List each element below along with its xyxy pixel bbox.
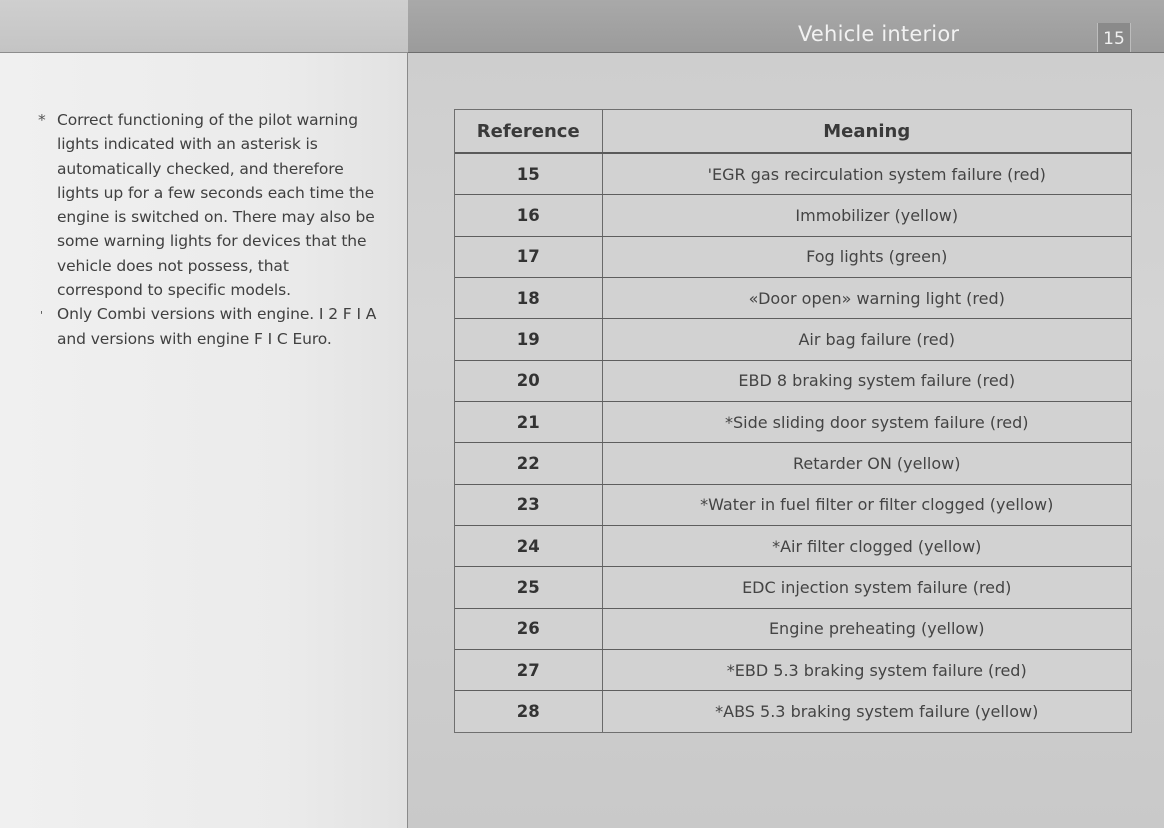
asterisk-marker: * [38, 111, 46, 129]
reference-cell: 19 [455, 319, 602, 360]
table-row [455, 484, 1131, 525]
meaning-cell [602, 360, 1131, 401]
reference-cell: 16 [455, 195, 602, 236]
table-row [455, 691, 1131, 732]
column-header-meaning: Meaning [602, 110, 1131, 153]
meaning-cell [602, 650, 1131, 691]
reference-cell: 26 [455, 608, 602, 649]
footnote-tick [38, 302, 378, 351]
meaning-cell [602, 153, 1131, 195]
table-row [455, 608, 1131, 649]
footnote-asterisk [38, 108, 378, 302]
footnote-tick-text: Only Combi versions with engine. I 2 F I A and versions with engine F I C Euro. [57, 305, 377, 348]
meaning-text: Immobilizer (yellow) [795, 206, 959, 226]
meaning-text: Retarder ON (yellow) [793, 454, 961, 474]
meaning-cell [602, 567, 1131, 608]
reference-cell: 28 [455, 691, 602, 732]
table-row [455, 153, 1131, 195]
meaning-text: *EBD 5.3 braking system failure (red) [726, 660, 1027, 680]
meaning-text: 'EGR gas recirculation system failure (red) [707, 164, 1046, 184]
reference-cell: 17 [455, 236, 602, 277]
table-row [455, 443, 1131, 484]
table-row [455, 567, 1131, 608]
reference-meaning-table [455, 110, 1131, 732]
table-body [455, 153, 1131, 732]
reference-cell: 21 [455, 402, 602, 443]
meaning-text: *Air filter clogged (yellow) [772, 536, 982, 556]
footnote-asterisk-text: Correct functioning of the pilot warning lights indicated with an asterisk is automatically checked, and therefore lights up for a few seconds each time the engine is switched on. There may also be some warning lights for devices that the vehicle does not possess, that correspond to specific models. [57, 111, 375, 300]
meaning-text: EDC injection system failure (red) [742, 578, 1012, 598]
meaning-text: Air bag failure (red) [798, 330, 956, 350]
meaning-cell [602, 608, 1131, 649]
meaning-text: *Side sliding door system failure (red) [724, 412, 1029, 432]
page-number: 15 [1097, 23, 1131, 52]
footnotes [38, 108, 378, 351]
meaning-text: Engine preheating (yellow) [768, 619, 985, 639]
meaning-cell [602, 484, 1131, 525]
table-header-row [455, 110, 1131, 153]
reference-cell: 25 [455, 567, 602, 608]
reference-cell: 18 [455, 278, 602, 319]
meaning-cell [602, 319, 1131, 360]
left-page-header-band [0, 0, 408, 53]
meaning-text: Fog lights (green) [806, 247, 948, 267]
meaning-text: *Water in fuel filter or filter clogged (yellow) [700, 495, 1054, 515]
table-row [455, 650, 1131, 691]
warning-lights-table [454, 109, 1132, 733]
meaning-text: *ABS 5.3 braking system failure (yellow) [715, 702, 1039, 722]
reference-cell: 27 [455, 650, 602, 691]
reference-cell: 23 [455, 484, 602, 525]
reference-cell: 15 [455, 153, 602, 195]
table-row [455, 360, 1131, 401]
meaning-text: EBD 8 braking system failure (red) [738, 371, 1016, 391]
meaning-cell [602, 691, 1131, 732]
meaning-cell [602, 526, 1131, 567]
reference-cell: 24 [455, 526, 602, 567]
meaning-cell [602, 236, 1131, 277]
tick-marker: ' [40, 309, 43, 323]
table-row [455, 319, 1131, 360]
reference-cell: 20 [455, 360, 602, 401]
table-row [455, 402, 1131, 443]
table-row [455, 236, 1131, 277]
left-page [0, 0, 408, 828]
table-row [455, 278, 1131, 319]
table-row [455, 526, 1131, 567]
meaning-cell [602, 278, 1131, 319]
column-header-reference: Reference [455, 110, 602, 153]
meaning-text: «Door open» warning light (red) [748, 288, 1005, 308]
meaning-cell [602, 195, 1131, 236]
reference-cell: 22 [455, 443, 602, 484]
section-title: Vehicle interior [798, 22, 960, 46]
right-page-header-band [408, 0, 1164, 53]
meaning-cell [602, 402, 1131, 443]
table-row [455, 195, 1131, 236]
meaning-cell [602, 443, 1131, 484]
